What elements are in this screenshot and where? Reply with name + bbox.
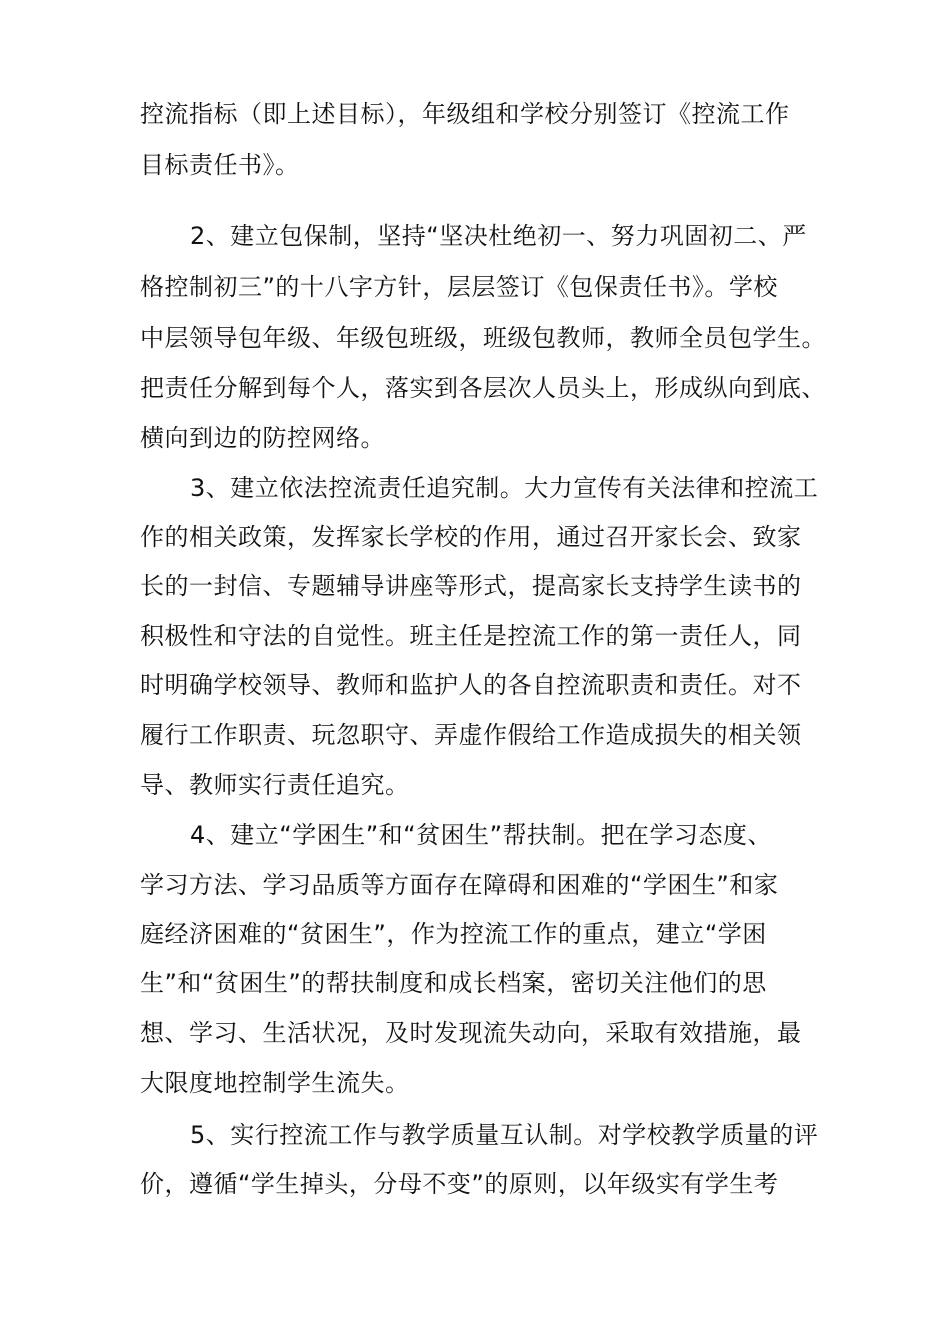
text-line: 履行工作职责、玩忽职守、弄虚作假给工作造成损失的相关领 <box>140 721 802 749</box>
paragraph-4-start: 4、建立“学困生”和“贫困生”帮扶制。把在学习态度、 <box>190 821 773 849</box>
text-line: 导、教师实行责任追究。 <box>140 771 410 799</box>
text-line: 长的一封信、专题辅导讲座等形式，提高家长支持学生读书的 <box>140 572 802 600</box>
text-line: 把责任分解到每个人，落实到各层次人员头上，形成纵向到底、 <box>140 374 826 402</box>
text-line: 积极性和守法的自觉性。班主任是控流工作的第一责任人，同 <box>140 622 802 650</box>
text-line: 庭经济困难的“贫困生”，作为控流工作的重点，建立“学困 <box>140 920 767 948</box>
text-line: 控流指标（即上述目标），年级组和学校分别签订《控流工作 <box>140 100 790 128</box>
text-line: 中层领导包年级、年级包班级，班级包教师，教师全员包学生。 <box>140 324 826 352</box>
text-line: 价，遵循“学生掉头，分母不变”的原则，以年级实有学生考 <box>140 1170 779 1198</box>
paragraph-5-start: 5、实行控流工作与教学质量互认制。对学校教学质量的评 <box>190 1121 819 1149</box>
text-line: 格控制初三”的十八字方针，层层签订《包保责任书》。学校 <box>140 273 778 301</box>
text-line: 时明确学校领导、教师和监护人的各自控流职责和责任。对不 <box>140 671 802 699</box>
text-line: 作的相关政策，发挥家长学校的作用，通过召开家长会、致家 <box>140 523 802 551</box>
paragraph-3-start: 3、建立依法控流责任追究制。大力宣传有关法律和控流工 <box>190 474 819 502</box>
text-line: 生”和“贫困生”的帮扶制度和成长档案，密切关注他们的思 <box>140 969 767 997</box>
paragraph-2-start: 2、建立包保制，坚持“坚决杜绝初一、努力巩固初二、严 <box>190 222 807 250</box>
text-line: 横向到边的防控网络。 <box>140 424 385 452</box>
text-line: 大限度地控制学生流失。 <box>140 1069 410 1097</box>
text-line: 目标责任书》。 <box>140 151 300 179</box>
text-line: 学习方法、学习品质等方面存在障碍和困难的“学困生”和家 <box>140 871 779 899</box>
text-line: 想、学习、生活状况，及时发现流失动向，采取有效措施，最 <box>140 1019 802 1047</box>
